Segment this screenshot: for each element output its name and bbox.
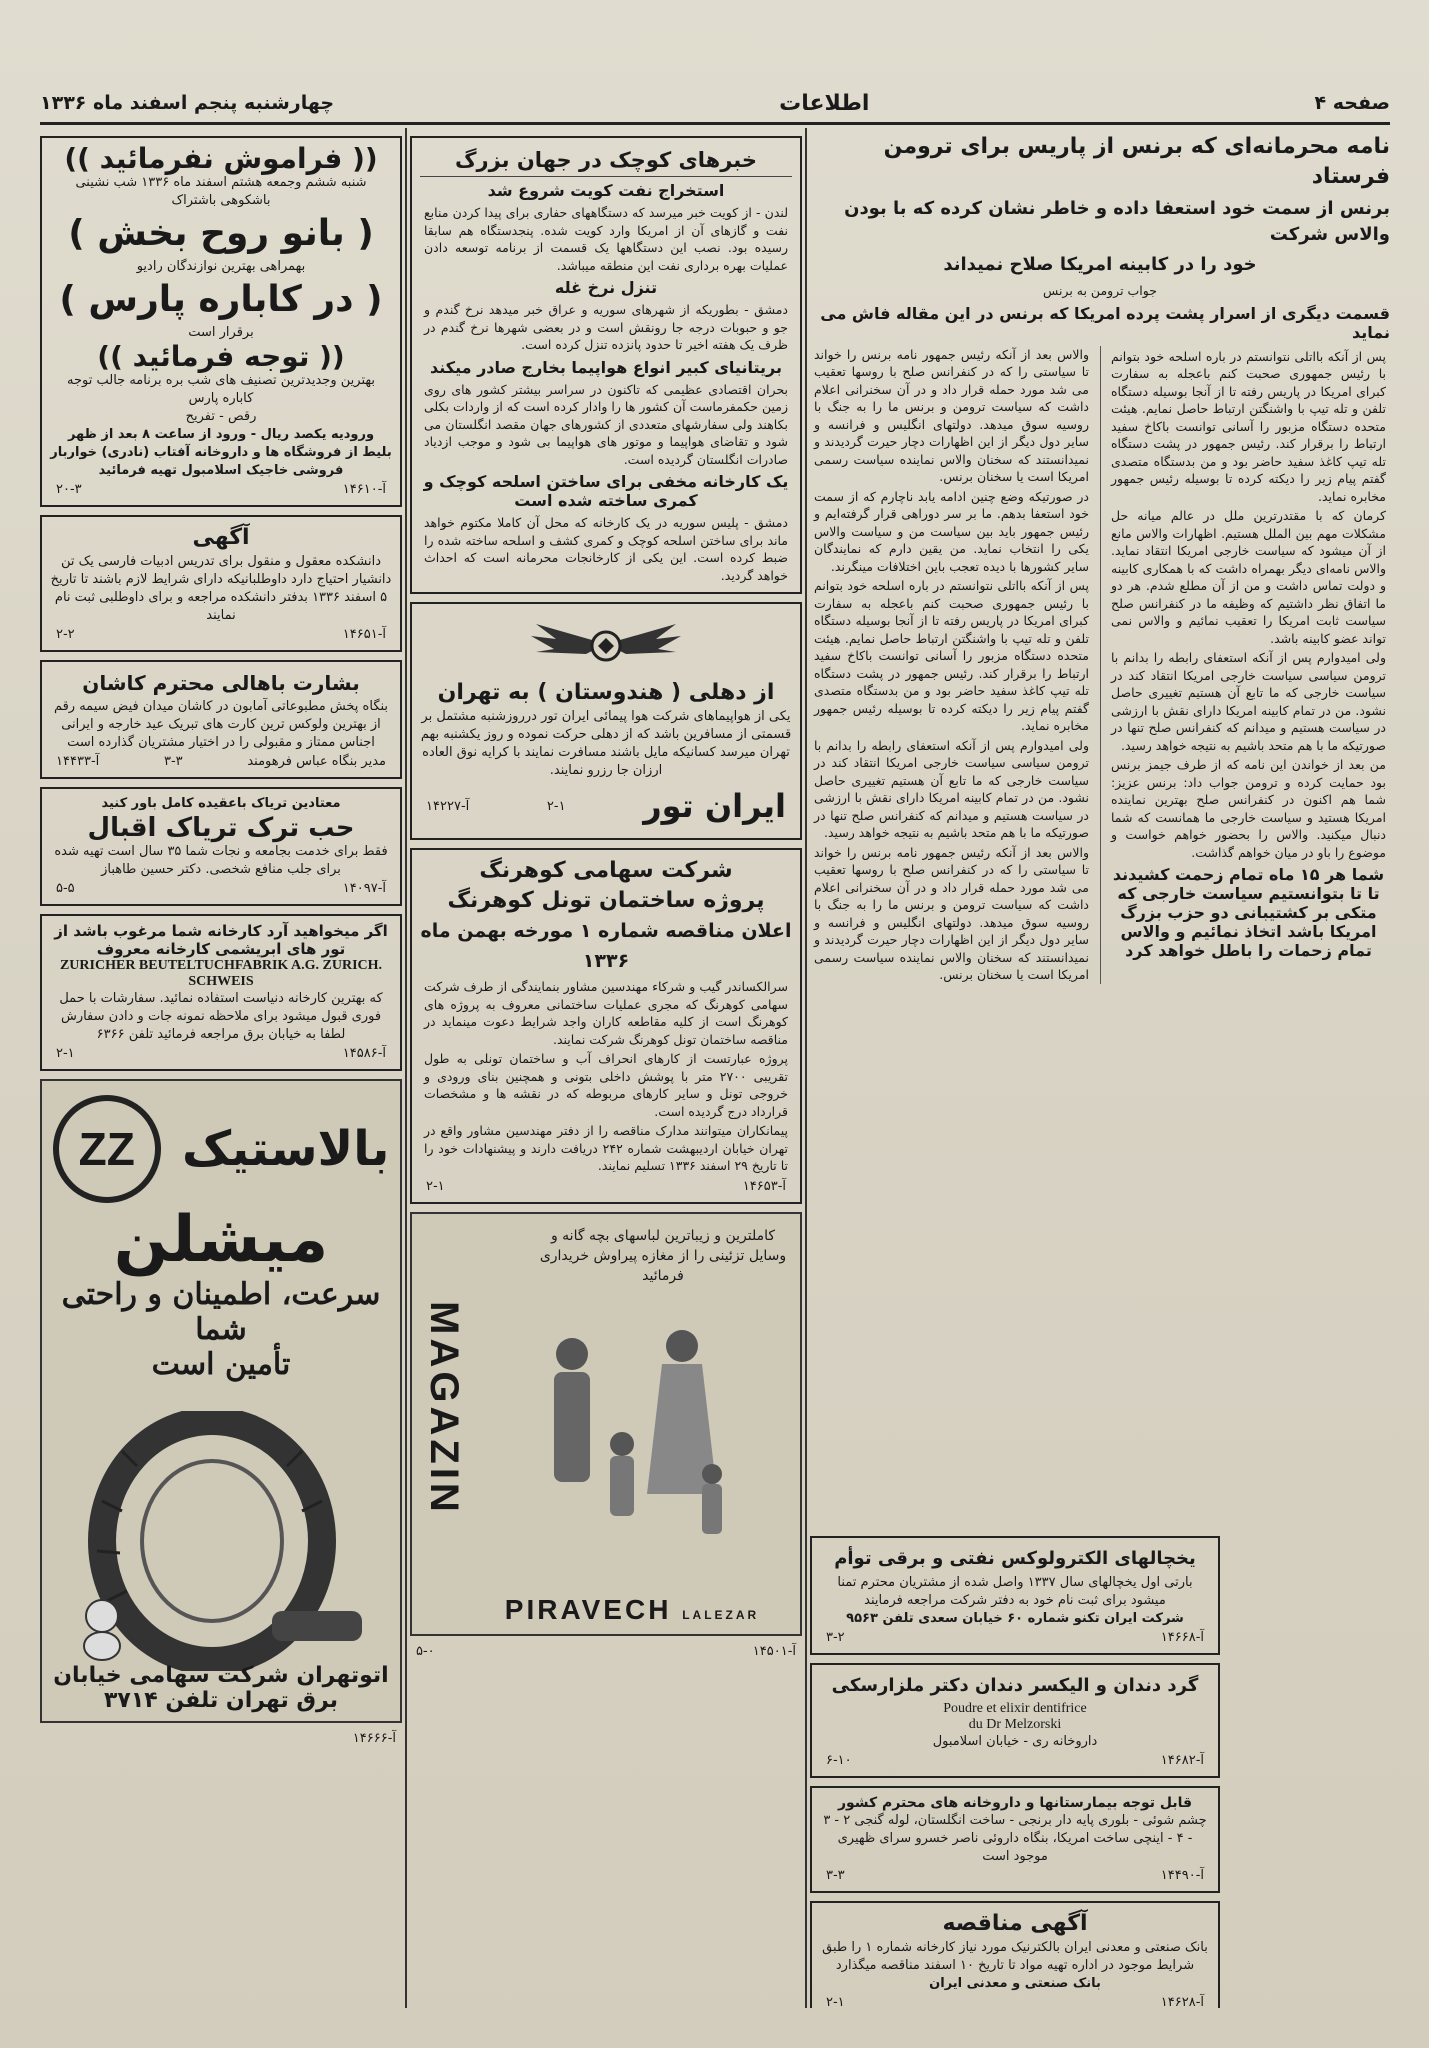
ad-company: شرکت ایران تکنو شماره ۶۰ خیابان سعدی تلفن ۹۵۶۳ <box>846 1611 1184 1626</box>
ad-title: آگهی <box>192 525 250 550</box>
ad-footer: اتوتهران شرکت سهامی خیابان برق تهران تلفن ۳۷۱۴ <box>53 1663 389 1713</box>
ad-latin: ZURICHER BEUTELTUCHFABRIK A.G. ZURICH. SCHWEIS <box>59 958 383 989</box>
ad-text: که بهترین کارخانه دنیاست استفاده نمائید. سفارشات با حمل فوری قبول میشود برای ملاحظه نمونه جات و دادن سفارش لطفا به خیابان برق مراجعه فرمائید تلفن ۶۳۶۶ <box>59 991 383 1042</box>
ad-text: فقط برای خدمت بجامعه و نجات شما ۳۵ سال است تهیه شده برای جلب منافع شخصی. دکتر حسین طاهباز <box>54 844 388 877</box>
masthead <box>40 84 1390 125</box>
ad-code: آ-۱۴۶۵۳ <box>742 1178 786 1194</box>
tender-ad <box>810 1901 1220 2008</box>
ad-text: باشکوهی باشتراک <box>171 193 271 208</box>
column-rule <box>405 128 407 2008</box>
ad-code: آ-۱۴۴۹۰ <box>1160 1868 1204 1883</box>
ad-text: بارتی اول یخچالهای سال ۱۳۳۷ واصل شده از مشتریان محترم تمنا میشود برای ثبت نام خود به دفتر شرکت مراجعه فرمایند <box>837 1575 1193 1608</box>
ad-code-row <box>40 1729 402 1748</box>
ad-text: ورودیه یکصد ریال - ورود از ساعت ۸ بعد از ظهر <box>67 427 375 442</box>
michelin-ad <box>40 1079 402 1723</box>
ad-brand: میشلن <box>113 1203 329 1277</box>
article-paragraph: در صورتیکه وضع چنین ادامه یابد ناچارم که از سمت خود استعفا بدهم. ما بر سر دوراهی قرار گرفته‌ایم و رئیس جمهور باید بین سیاست من و سیاست والاس یکی را انتخاب نماید. من یقین دارم که نمایندگان سایر کشورها با دیده تعجب باین اختلافات مینگرند. <box>814 488 1089 574</box>
article-paragraph: پس از آنکه بااتلی نتوانستم در باره اسلحه خود بتوانم با رئیس جمهوری صحبت کنم باعجله به سفارت کبرای امریکا در پاریس رفته تا از آنجا بوسیله دستگاه تلفن و تله تیپ با واشنگتن ارتباط حاصل نمایم. هیئت متحده دستگاه مزبور را آسانی توانست باکاخ سفید ارتباط را برقرار کند. رئیس جمهور در پشت دستگاه تله تیپ کاغذ سفید حاضر بود و من بدستگاه متصدی گفتم پیام زیر را دیکته کرده تا بوسیله رئیس جمهور مخابره نماید. <box>814 578 1089 733</box>
right-ads-block <box>810 1528 1220 2008</box>
right-column <box>810 128 1390 2008</box>
ad-text: شنبه ششم وجمعه هشتم اسفند ماه ۱۳۳۶ شب نشینی <box>75 175 367 190</box>
lead-subheadline: برنس از سمت خود استعفا داده و خاطر نشان کرده که با بودن والاس شرکت <box>844 198 1390 245</box>
ad-star: ( بانو روح بخش ) <box>68 213 374 254</box>
ad-title: بالاستیک <box>182 1121 390 1177</box>
article-paragraph: والاس بعد از آنکه رئیس جمهور نامه برنس را خواند تا سیاستی را که در کنفرانس صلح با روسها تعقیب می شد مورد حمله قرار داد و در آن سخنرانی اعلام داشت که سیاست ترومن و برنس ما را به جنگ با روسیه سوق میدهد. دولتهای انگلیس و فرانسه و سایر دول دیگر از این اظهارات دچار حیرت گردیدند و نمیدانستند که سخنان والاس نماینده سیاست رسمی امریکا است یا سخنان برنس. <box>814 346 1089 484</box>
ad-title: از دهلی ( هندوستان ) به تهران <box>437 680 775 705</box>
tire-illustration-icon <box>62 1411 382 1671</box>
article-paragraph: پس از آنکه بااتلی نتوانستم در باره اسلحه خود بتوانم با رئیس جمهوری صحبت کنم باعجله به سفارت کبرای امریکا در پاریس رفته تا از آنجا بوسیله دستگاه تلفن و تله تیپ با واشنگتن ارتباط حاصل نمایم. هیئت متحده دستگاه مزبور را آسانی توانست باکاخ سفید ارتباط را برقرار کند. رئیس جمهور در پشت دستگاه تله تیپ کاغذ سفید حاضر بود و من بدستگاه متصدی گفتم پیام زیر را دیکته کرده تا بوسیله رئیس جمهور مخابره نماید. <box>1111 348 1386 504</box>
ad-code: آ-۱۴۶۲۸ <box>1160 1995 1204 2008</box>
ad-text: بانک صنعتی و معدنی ایران بالکترنیک مورد نیاز کارخانه شماره ۱ را طبق شرایط موجود در اداره تهیه مواد تا تاریخ ۱۰ اسفند مناقصه میگذارد <box>822 1940 1208 1973</box>
middle-column <box>410 128 802 2008</box>
zz-logo-icon: ZZ <box>53 1095 161 1203</box>
ad-code-row <box>50 879 392 898</box>
lead-article-body <box>810 346 1390 984</box>
ad-code: آ-۱۴۵۰۱ <box>752 1643 796 1659</box>
ad-text: دانشکده معقول و منقول برای تدریس ادبیات فارسی یک تن دانشیار احتیاج دارد داوطلبانیکه دارای شرایط لازم باشند تا تاریخ ۵ اسفند ۱۳۳۶ بدفتر دانشکده مراجعه و برای داوطلبی ثبت نام نمایند <box>50 554 392 623</box>
column-rule <box>805 128 807 2008</box>
ad-run: ۲-۱ <box>426 1178 445 1194</box>
ad-code-row <box>820 1751 1210 1770</box>
section-title: خبرهای کوچک در جهان بزرگ <box>455 148 757 172</box>
article-paragraph: ولی امیدوارم پس از آنکه استعفای رابطه را بدانم با ترومن سیاسی سیاست خارجی امریکا انتقاد کند در سیاست خارجی که ما تابع آن هستیم تغییری حاصل نشود. من در تمام کابینه امریکا دارای نقش با ارزشی در سیاست هستیم و میدانم که کنفرانس صلح تنها در صورتیکه ما با هم متحد باشیم به نتیجه خواهد رسید. <box>814 737 1089 840</box>
ad-latin-bottom: PIRAVECH LALEZAR <box>504 1593 760 1625</box>
ad-text: چشم شوئی - بلوری پایه دار برنجی - ساخت انگلستان، لوله گنجی ۲ - ۳ - ۴ - اینچی ساخت امریکا، بنگاه داروئی ناصر خسرو سرای ظهیری موجود است <box>823 1813 1207 1864</box>
ad-code-row <box>50 1044 392 1063</box>
ad-title: (( فراموش نفرمائید )) <box>64 142 378 175</box>
ad-text: سرالکساندر گیب و شرکاء مهندسین مشاور بنمایندگی از طرف شرکت سهامی کوهرنگ که مجری عملیات ساختمانی معروف به پروژه های کوهرنگ است از کلیه مقاطعه کاران واجد شرایط دعوت مینماید در مناقصه ساختمان تونل کوهرنگ شرکت نمایند. <box>424 979 788 1047</box>
ad-text: داروخانه ری - خیابان اسلامبول <box>932 1734 1098 1749</box>
ad-title: گرد دندان و الیکسر دندان دکتر ملزارسکی <box>831 1675 1199 1696</box>
ad-text: برقرار است <box>188 325 254 340</box>
ad-text: کاملترین و زیباترین لباسهای بچه گانه و وسایل تزئینی را از مغازه پیراوش خریداری فرمائید <box>539 1227 787 1284</box>
article-paragraph: من بعد از خواندن این نامه که از طرف جیمز برنس بود حمایت کرده و ترومن جواب داد: برنس عزیز: شما هم اکنون در کنفرانس صلح بهترین نماینده امریکا هستید و سیاست خارجی ما همانست که شما دنبال میکنید. والاس را بحضور خواهم خواست و موضوع را باو در میان خواهم گذاشت. <box>1111 757 1386 860</box>
ad-text: یکی از هواپیماهای شرکت هوا پیمائی ایران تور درروزشنبه مشتمل بر قسمتی از مسافرین باشد که از دهلی حرکت نموده و روز یکشنبه بهم تهران میرسد کسانیکه مایل باشند مسافرت نمایند با کرایه نوق العاده ارزان جا رزرو نمایند. <box>420 709 792 778</box>
lead-byline: جواب ترومن به برنس <box>1043 283 1157 298</box>
ad-text: بهمراهی بهترین نوازندگان رادیو <box>136 259 306 274</box>
iran-tour-ad <box>410 602 802 840</box>
toothpaste-ad <box>810 1663 1220 1778</box>
lead-headline: نامه محرمانه‌ای که برنس از پاریس برای ترومن فرستاد <box>883 134 1390 189</box>
ad-title: بشارت باهالی محترم کاشان <box>82 671 360 695</box>
ad-code: آ-۱۴۶۶۸ <box>1160 1630 1204 1645</box>
ad-code: آ-۱۴۶۶۶ <box>352 1731 396 1746</box>
ad-title: اعلان مناقصه شماره ۱ مورخه بهمن ماه ۱۳۳۶ <box>420 920 792 972</box>
ad-text: پروژه عبارتست از کارهای انحراف آب و ساختمان تونلی به طول تقریبی ۲۷۰۰ متر با پوشش داخلی بتونی و همچنین بنای ورودی و خروجی تونل و سایر کارهای مربوطه که در نقشه ها و مشخصات قرارداد درج گردیده است. <box>424 1051 789 1119</box>
paper-name: اطلاعات <box>779 90 870 116</box>
ad-title: آگهی مناقصه <box>942 1911 1088 1936</box>
ad-title: قابل توجه بیمارستانها و داروخانه های محترم کشور <box>837 1795 1193 1811</box>
ad-code-row <box>820 1993 1210 2008</box>
article-paragraph: والاس بعد از آنکه رئیس جمهور نامه برنس را خواند تا سیاستی را که در کنفرانس صلح با روسها تعقیب می شد مورد حمله قرار داد و در آن سخنرانی اعلام داشت که سیاست ترومن و برنس ما را به جنگ با روسیه سوق میدهد. دولتهای انگلیس و فرانسه و سایر دول دیگر از این اظهارات دچار حیرت گردیدند و نمیدانستند که سخنان والاس نماینده سیاست رسمی امریکا است یا سخنان برنس. <box>814 844 1089 982</box>
ad-code-row <box>420 780 792 832</box>
ad-company: بانک صنعتی و معدنی ایران <box>929 1976 1101 1991</box>
ad-code-row <box>50 625 392 644</box>
divider <box>420 176 792 177</box>
ad-sign: مدیر بنگاه عباس فرهومند <box>247 754 386 769</box>
ad-run: ۳-۳ <box>163 754 183 769</box>
news-item-title: استخراج نفت کویت شروع شد <box>487 181 725 200</box>
left-column <box>40 128 402 2008</box>
kashan-ad <box>40 660 402 779</box>
cabaret-ad <box>40 136 402 507</box>
ad-code-row <box>50 752 392 771</box>
ad-title: پروژه ساختمان تونل کوهرنگ <box>447 888 765 913</box>
ad-code: آ-۱۴۲۲۷ <box>426 798 470 814</box>
ad-header <box>42 1095 400 1203</box>
ad-run: ۲-۱ <box>56 1046 75 1061</box>
ad-title: اگر میخواهید آرد کارخانه شما مرغوب باشد از تور های ابریشمی کارخانه معروف <box>54 922 388 958</box>
ad-run: ۳-۳ <box>826 1868 845 1883</box>
ad-text: پیمانکاران میتوانند مدارک مناقصه را از دفتر مهندسین مشاور واقع در تهران خیابان اردیبهشت شماره ۲۴۲ دریافت دارند و پیشنهادات خود را تا تاریخ ۲۹ اسفند ۱۳۳۶ تسلیم نمایند. <box>424 1123 788 1173</box>
article-paragraph: کرمان که با مقتدرترین ملل در عالم میانه حل مشکلات مهم بین الملل هستیم. اظهارات والاس مانع از آن میشود که سیاست خارجی امریکا انتقاد نماید. والاس نامه‌ای دیگر بهمراه داشت که با همکاری کابینه و دولت تماس داشت و من از آن مطلع شدم. هر دو ما اتفاق نظر داشتیم که وظیفه ما در کنفرانس صلح سیاست ثابت امریکا را تعقیب نمائیم و والاس نمی تواند عضو کابینه باشد. <box>1111 508 1386 646</box>
ad-run: ۲-۲ <box>56 627 75 642</box>
ad-latin: du Dr Melzorski <box>968 1717 1062 1732</box>
ad-run: ۲-۱ <box>826 1995 845 2008</box>
article-subhead: شما هر ۱۵ ماه تمام زحمت کشیدند تا تا بتوانستیم سیاست خارجی که متکی بر کشتیبانی دو حزب بزرگ امریکا باشد اتخاذ نمائیم و والاس تمام زحمات را باطل خواهد کرد <box>1112 865 1385 960</box>
zurich-mill-ad <box>40 914 402 1071</box>
ad-attention: (( توجه فرمائید )) <box>97 340 345 373</box>
page-number: صفحه ۴ <box>1314 92 1390 114</box>
refrigerator-ad <box>810 1536 1220 1655</box>
news-item-text: دمشق - پلیس سوریه در یک کارخانه که محل آن کاملا مکتوم خواهد ماند برای ساختن اسلحه کوچک و کمری کشف و اسلحه ساخته شده را ضبط کرده است. این یکی از کارخانجات محرمانه است که احداث خواهد گردید. <box>424 515 788 583</box>
ad-code: آ-۱۴۴۳۳ <box>56 754 100 769</box>
article-paragraph: ولی امیدوارم پس از آنکه استعفای رابطه را بدانم با ترومن سیاسی سیاست خارجی امریکا انتقاد کند در سیاست خارجی که ما تابع آن هستیم تغییری حاصل نشود. من در تمام کابینه امریکا دارای نقش با ارزشی در سیاست هستیم و میدانم که کنفرانس صلح تنها در صورتیکه ما با هم متحد باشیم به نتیجه خواهد رسید. <box>1111 650 1386 753</box>
ad-code: آ-۱۴۰۹۷ <box>342 881 386 896</box>
lead-subhead: قسمت دیگری از اسرار پشت پرده امریکا که برنس در این مقاله فاش می نماید <box>820 303 1390 342</box>
ad-title: حب ترک تریاک اقبال <box>87 813 355 843</box>
ad-title: شرکت سهامی کوهرنگ <box>479 858 733 883</box>
ad-code-row <box>820 1628 1210 1647</box>
ad-venue: ( در کاباره پارس ) <box>59 279 383 320</box>
ad-title-small: معتادین تریاک باعقیده کامل باور کنید <box>101 796 341 811</box>
news-item-title: بریتانیای کبیر انواع هواپیما بخارج صادر میکند <box>430 357 782 377</box>
ad-code-row <box>410 1642 802 1661</box>
news-item-title: یک کارخانه مخفی برای ساختن اسلحه کوچک و کمری ساخته شده است <box>423 472 789 510</box>
ad-code: آ-۱۴۵۸۶ <box>342 1046 386 1061</box>
ad-brand: ایران تور <box>643 787 786 825</box>
news-item-title: تنزل نرخ غله <box>554 278 658 297</box>
ad-latin: Poudre et elixir dentifrice <box>943 1701 1087 1716</box>
ad-text: رقص - تفریح <box>185 409 257 424</box>
ad-text: بلیط از فروشگاه ها و داروخانه آفتاب (نادری) خواربار فروشی خاجیک اسلامبول تهیه فرمائید <box>50 445 392 478</box>
ad-run: ۳-۲ <box>826 1630 845 1645</box>
winged-logo-icon <box>420 614 792 674</box>
ad-latin-vertical: MAGAZIN <box>421 1301 466 1516</box>
tunnel-tender-ad <box>410 848 802 1204</box>
ad-text: بنگاه پخش مطبوعاتی آمابون در کاشان میدان فیض سیمه رقم از بهترین ولوکس ترین کارت های تبریک عید خارجه و ایرانی اجناس ممتاز و مقبولی را در اختیار مشتریان گذارده است <box>53 699 389 750</box>
ad-slogan: سرعت، اطمینان و راحتی شما <box>61 1277 381 1347</box>
ad-code: آ-۱۴۶۸۲ <box>1160 1753 1204 1768</box>
issue-date: چهارشنبه پنجم اسفند ماه ۱۳۳۶ <box>40 92 335 114</box>
ad-slogan: تأمین است <box>151 1347 291 1382</box>
opium-cure-ad <box>40 787 402 906</box>
ad-run: ۵-۰ <box>416 1643 435 1659</box>
ad-text: بهترین وجدیدترین تصنیف های شب بره برنامه جالب توجه کاباره پارس <box>67 373 375 406</box>
ad-title: یخچالهای الکترولوکس نفتی و برقی توأم <box>834 1548 1196 1569</box>
family-illustration-icon <box>502 1324 762 1564</box>
ad-code-row <box>820 1866 1210 1885</box>
hospital-ad <box>810 1786 1220 1893</box>
lead-subheadline: خود را در کابینه امریکا صلاح نمیداند <box>943 254 1257 275</box>
ad-code-row <box>50 480 392 499</box>
ad-code: آ-۱۴۶۵۱ <box>342 627 386 642</box>
ad-run: ۲-۱ <box>546 798 566 814</box>
ad-code: آ-۱۴۶۱۰ <box>342 482 386 497</box>
news-item-text: دمشق - بطوریکه از شهرهای سوریه و عراق خبر میدهد نرخ گندم و جو و حبوبات درجه جا رونقش است و در بعضی شهرها نرخ گندم در ظرف یک هفته اخیر تا حدود پانزده تنزل کرده است. <box>424 302 788 352</box>
ad-run: ۶-۱۰ <box>826 1753 852 1768</box>
news-item-text: لندن - از کویت خبر میرسد که دستگاههای حفاری برای پیدا کردن منابع نفت و گازهای آن از امریکا وارد کویت شده. پنجدستگاه هم سابقا رسیده بود. نصب این دستگاهها یک قسمت از برنامه توسعه دادن عملیات بهره برداری نفت این منطقه میباشد. <box>424 205 788 273</box>
news-briefs-box <box>410 136 802 594</box>
faculty-notice-ad <box>40 515 402 652</box>
ad-code-row <box>420 1177 792 1196</box>
magazin-piravech-ad <box>410 1212 802 1636</box>
ad-run: ۲۰-۳ <box>56 482 82 497</box>
news-item-text: بحران اقتصادی عظیمی که تاکنون در سراسر بیشتر کشور های روی زمین حکمفرماست آن کشور ها را وادار کرده است که از واردات بکلی بکاهند ولی سفارشهای متعددی از کشورهای جهان مقصد انگلستان می شود و تقاضای هواپیما و موتور های هواپیما بی شود و موجب ازدیاد صادرات انگلستان گردیده است. <box>424 381 788 467</box>
ad-run: ۵-۵ <box>56 881 75 896</box>
